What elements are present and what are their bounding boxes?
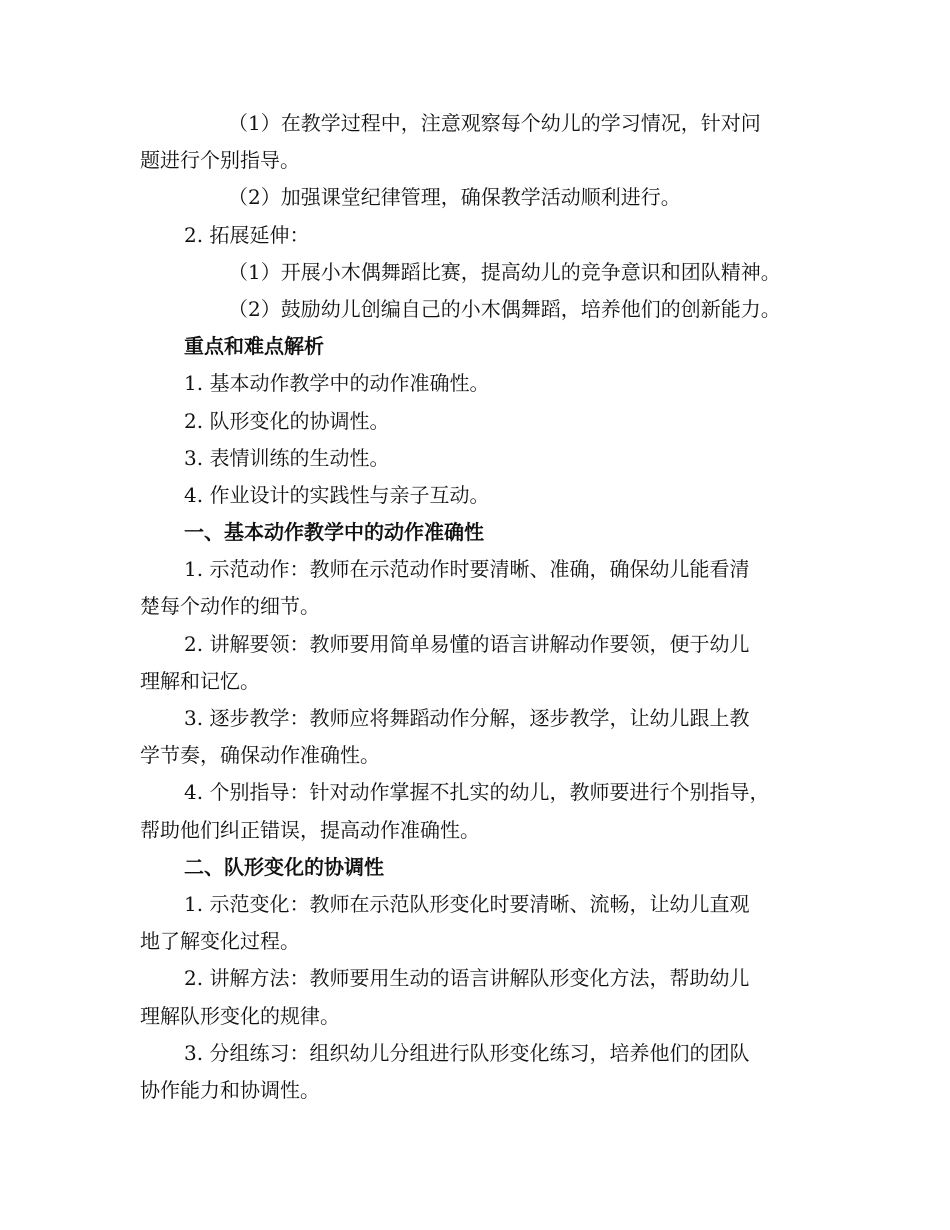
section-heading: 重点和难点解析: [184, 334, 324, 359]
text-line: 题进行个别指导。: [140, 148, 300, 173]
text-line: 楚每个动作的细节。: [140, 594, 320, 619]
text-line: 帮助他们纠正错误，提高动作准确性。: [140, 817, 480, 842]
list-item: 4. 作业设计的实践性与亲子互动。: [184, 482, 490, 507]
section-heading: 二、队形变化的协调性: [184, 854, 384, 879]
list-item: 1. 基本动作教学中的动作准确性。: [184, 371, 490, 396]
list-item: 2. 拓展延伸：: [184, 222, 310, 247]
list-item: 4. 个别指导：针对动作掌握不扎实的幼儿，教师要进行个别指导，: [184, 780, 770, 805]
list-item: 1. 示范动作：教师在示范动作时要清晰、准确，确保幼儿能看清: [184, 557, 750, 582]
section-heading: 一、基本动作教学中的动作准确性: [184, 520, 484, 545]
text-line: （2）加强课堂纪律管理，确保教学活动顺利进行。: [228, 185, 681, 210]
text-line: （1）开展小木偶舞蹈比赛，提高幼儿的竞争意识和团队精神。: [228, 259, 781, 284]
text-line: 学节奏，确保动作准确性。: [140, 743, 380, 768]
text-line: （2）鼓励幼儿创编自己的小木偶舞蹈，培养他们的创新能力。: [228, 296, 781, 321]
text-line: 理解队形变化的规律。: [140, 1003, 340, 1028]
text-line: 理解和记忆。: [140, 668, 260, 693]
text-line: 地了解变化过程。: [140, 929, 300, 954]
list-item: 2. 讲解方法：教师要用生动的语言讲解队形变化方法，帮助幼儿: [184, 966, 750, 991]
list-item: 3. 表情训练的生动性。: [184, 445, 390, 470]
list-item: 1. 示范变化：教师在示范队形变化时要清晰、流畅，让幼儿直观: [184, 891, 750, 916]
text-line: （1）在教学过程中，注意观察每个幼儿的学习情况，针对问: [228, 111, 761, 135]
list-item: 2. 讲解要领：教师要用简单易懂的语言讲解动作要领，便于幼儿: [184, 631, 750, 656]
list-item: 3. 逐步教学：教师应将舞蹈动作分解，逐步教学，让幼儿跟上教: [184, 706, 750, 730]
list-item: 3. 分组练习：组织幼儿分组进行队形变化练习，培养他们的团队: [184, 1040, 750, 1065]
text-line: 协作能力和协调性。: [140, 1077, 320, 1102]
list-item: 2. 队形变化的协调性。: [184, 408, 390, 433]
